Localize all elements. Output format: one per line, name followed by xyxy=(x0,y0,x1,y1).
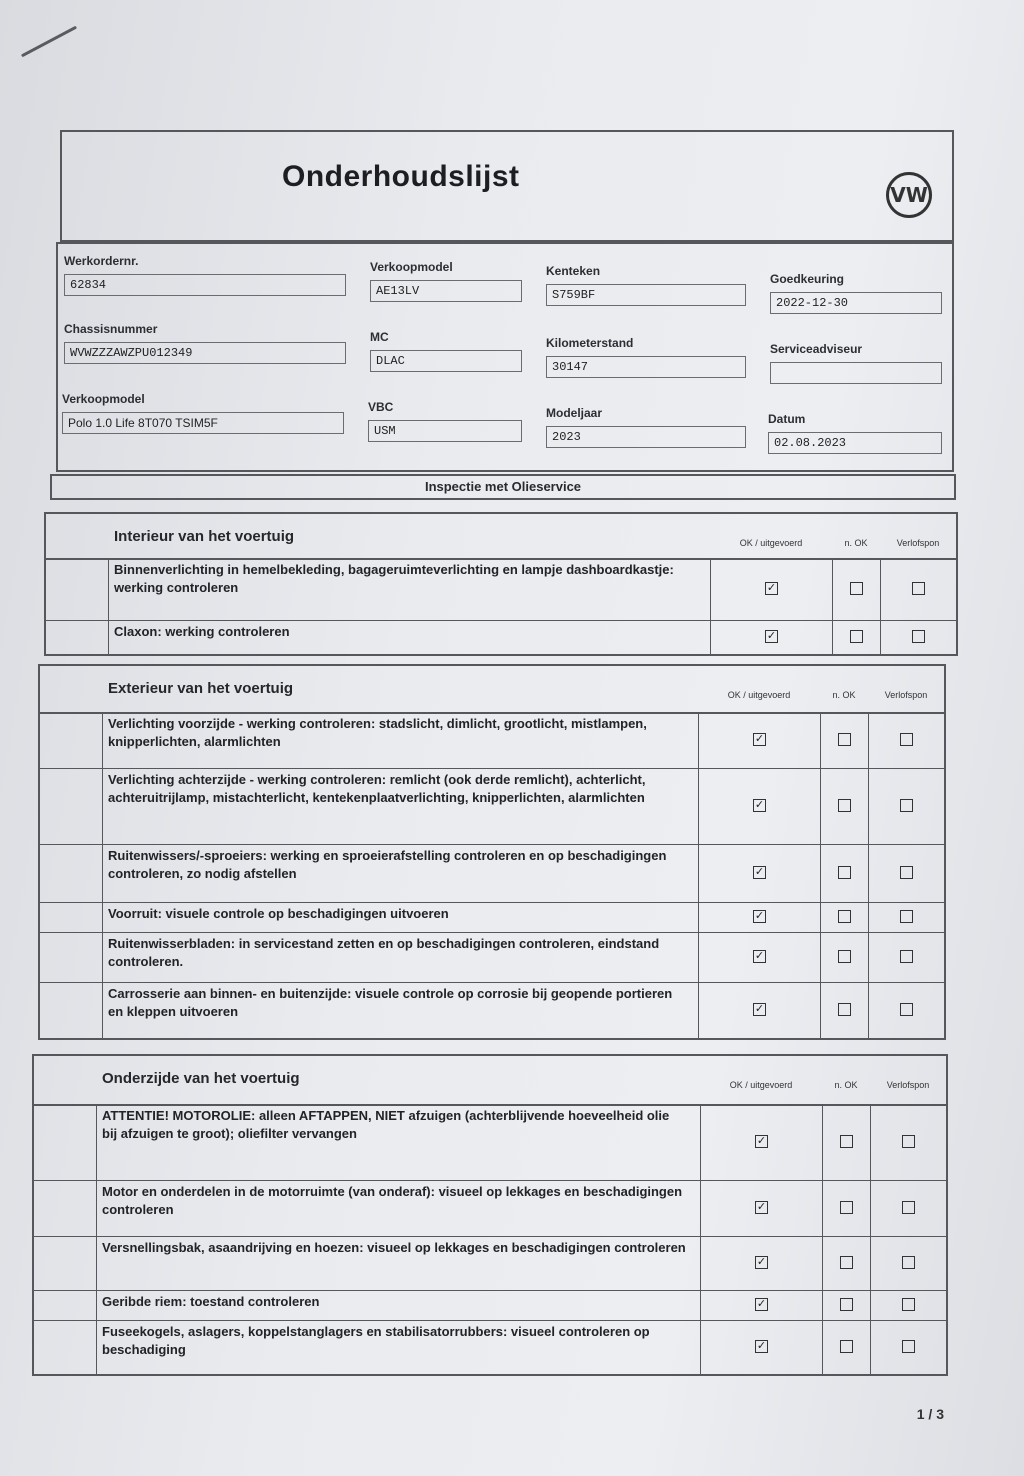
checklist-item-text: Verlichting achterzijde - werking controleren: remlicht (ook derde remlicht), achterlicht, achteruitrijlamp, mistachterlicht, kentekenplaatverlichting, knipperlichten, alarmlichten xyxy=(108,772,646,805)
field-mc xyxy=(370,330,522,372)
table-divider xyxy=(822,1320,823,1374)
checkbox-verlof[interactable] xyxy=(900,866,913,879)
checklist-row xyxy=(34,1180,946,1237)
field-goedkeuring xyxy=(770,272,942,314)
table-divider xyxy=(820,982,821,1038)
checkbox-nok[interactable] xyxy=(840,1298,853,1311)
checkbox-verlof[interactable] xyxy=(900,1003,913,1016)
checkbox-nok[interactable] xyxy=(838,910,851,923)
column-header-verlof: Verlofspon xyxy=(884,690,928,700)
checkbox-ok-checked[interactable]: ✓ xyxy=(754,865,765,878)
checklist-item-text: Carrosserie aan binnen- en buitenzijde: visuele controle op corrosie bij geopende portieren en kleppen uitvoeren xyxy=(108,986,673,1019)
column-header-ok: OK / uitgevoerd xyxy=(729,1080,793,1090)
table-divider xyxy=(710,558,711,620)
section-title: Interieur van het voertuig xyxy=(114,528,295,545)
value-vbc: USM xyxy=(368,420,522,442)
table-divider xyxy=(700,1104,701,1180)
checkbox-nok[interactable] xyxy=(838,733,851,746)
field-chassisnummer xyxy=(64,322,346,364)
table-divider xyxy=(820,768,821,844)
table-divider xyxy=(698,982,699,1038)
table-divider xyxy=(102,712,103,768)
table-divider xyxy=(700,1290,701,1320)
table-divider xyxy=(868,844,869,902)
checkbox-ok-checked[interactable]: ✓ xyxy=(756,1297,767,1310)
label-goedkeuring: Goedkeuring xyxy=(770,272,845,286)
checklist-row xyxy=(34,1104,946,1181)
table-divider xyxy=(96,1180,97,1236)
table-divider xyxy=(880,620,881,654)
table-divider xyxy=(108,558,109,620)
checkbox-verlof[interactable] xyxy=(912,582,925,595)
table-divider xyxy=(822,1180,823,1236)
checklist-row xyxy=(40,932,944,983)
label-kenteken: Kenteken xyxy=(546,264,601,278)
checkbox-nok[interactable] xyxy=(840,1135,853,1148)
column-header-nok: n. OK xyxy=(832,690,856,700)
checkbox-verlof[interactable] xyxy=(912,630,925,643)
value-modeljaar: 2023 xyxy=(546,426,746,448)
section-header xyxy=(40,666,944,714)
checkbox-nok[interactable] xyxy=(840,1340,853,1353)
value-chassisnummer: WVWZZZAWZPU012349 xyxy=(64,342,346,364)
table-divider xyxy=(822,1290,823,1320)
checkbox-nok[interactable] xyxy=(838,799,851,812)
field-serviceadviseur xyxy=(770,342,942,384)
field-kenteken xyxy=(546,264,746,306)
value-kilometerstand: 30147 xyxy=(546,356,746,378)
table-divider xyxy=(710,620,711,654)
checklist-item-text: Ruitenwissers/-sproeiers: werking en sproeierafstelling controleren en op beschadigingen controleren, zo nodig afstellen xyxy=(108,848,667,881)
checklist-item-text: Claxon: werking controleren xyxy=(114,624,290,639)
checkbox-ok-checked[interactable]: ✓ xyxy=(756,1200,767,1213)
field-verkoopmodel xyxy=(62,392,344,434)
vw-logo-icon: VW xyxy=(886,172,932,218)
checkbox-nok[interactable] xyxy=(840,1256,853,1269)
checkbox-verlof[interactable] xyxy=(902,1135,915,1148)
checkbox-ok-checked[interactable]: ✓ xyxy=(754,1002,765,1015)
table-divider xyxy=(868,932,869,982)
table-divider xyxy=(822,1104,823,1180)
checkbox-ok-checked[interactable]: ✓ xyxy=(754,798,765,811)
section-title: Exterieur van het voertuig xyxy=(108,680,294,697)
column-header-nok: n. OK xyxy=(834,1080,858,1090)
table-divider xyxy=(698,768,699,844)
table-divider xyxy=(96,1290,97,1320)
checklist-row xyxy=(46,620,956,654)
checklist-item-text: Fuseekogels, aslagers, koppelstanglagers en stabilisatorrubbers: visueel controleren op beschadiging xyxy=(102,1324,650,1357)
checkbox-nok[interactable] xyxy=(838,1003,851,1016)
checklist-item-text: Ruitenwisserbladen: in servicestand zetten en op beschadigingen controleren, eindstand controleren. xyxy=(108,936,660,969)
checklist-item-text: Verlichting voorzijde - werking controleren: stadslicht, dimlicht, grootlicht, mistlampen, knipperlichten, alarmlichten xyxy=(108,716,647,749)
checkbox-ok-checked[interactable]: ✓ xyxy=(756,1134,767,1147)
checkbox-nok[interactable] xyxy=(850,582,863,595)
table-divider xyxy=(700,1236,701,1290)
label-vbc: VBC xyxy=(368,400,394,414)
table-divider xyxy=(832,620,833,654)
vehicle-info-box xyxy=(56,242,954,472)
section-title: Onderzijde van het voertuig xyxy=(102,1070,300,1087)
field-vbc xyxy=(368,400,522,442)
table-divider xyxy=(870,1320,871,1374)
table-divider xyxy=(108,620,109,654)
checkbox-ok-checked[interactable]: ✓ xyxy=(756,1339,767,1352)
checkbox-ok-checked[interactable]: ✓ xyxy=(756,1255,767,1268)
label-verkoopmodel-code: Verkoopmodel xyxy=(370,260,453,274)
table-divider xyxy=(868,902,869,932)
table-divider xyxy=(698,712,699,768)
table-divider xyxy=(700,1320,701,1374)
table-divider xyxy=(102,902,103,932)
field-modeljaar xyxy=(546,406,746,448)
checkbox-nok[interactable] xyxy=(838,866,851,879)
label-serviceadviseur: Serviceadviseur xyxy=(770,342,863,356)
checklist-item-text: ATTENTIE! MOTOROLIE: alleen AFTAPPEN, NIET afzuigen (achterblijvende hoeveelheid olie bij afzuigen te groot); oliefilter vervangen xyxy=(102,1108,670,1141)
table-divider xyxy=(868,768,869,844)
page-title: Onderhoudslijst xyxy=(282,160,520,193)
page-number: 1 / 3 xyxy=(916,1406,944,1422)
value-kenteken: S759BF xyxy=(546,284,746,306)
checkbox-verlof[interactable] xyxy=(902,1340,915,1353)
table-divider xyxy=(880,558,881,620)
section-3 xyxy=(32,1054,948,1376)
table-divider xyxy=(102,932,103,982)
field-werkorder xyxy=(64,254,346,296)
checklist-row xyxy=(40,712,944,769)
value-verkoopmodel-code: AE13LV xyxy=(370,280,522,302)
checkbox-verlof[interactable] xyxy=(902,1201,915,1214)
table-divider xyxy=(96,1320,97,1374)
table-divider xyxy=(102,844,103,902)
checkbox-verlof[interactable] xyxy=(900,799,913,812)
checkbox-ok-checked[interactable]: ✓ xyxy=(754,732,765,745)
table-divider xyxy=(820,902,821,932)
checkbox-verlof[interactable] xyxy=(900,950,913,963)
pen-mark xyxy=(21,26,77,58)
checkbox-nok[interactable] xyxy=(840,1201,853,1214)
column-header-verlof: Verlofspon xyxy=(896,538,940,548)
table-divider xyxy=(698,902,699,932)
table-divider xyxy=(698,932,699,982)
section-header xyxy=(46,514,956,560)
label-kilometerstand: Kilometerstand xyxy=(546,336,634,350)
table-divider xyxy=(102,982,103,1038)
column-header-verlof: Verlofspon xyxy=(886,1080,930,1090)
checkbox-verlof[interactable] xyxy=(900,733,913,746)
checklist-item-text: Versnellingsbak, asaandrijving en hoezen: visueel op lekkages en beschadigingen controleren xyxy=(102,1240,686,1255)
field-datum xyxy=(768,412,942,454)
checkbox-verlof[interactable] xyxy=(902,1298,915,1311)
checklist-item-text: Geribde riem: toestand controleren xyxy=(102,1294,320,1309)
field-kilometerstand xyxy=(546,336,746,378)
table-divider xyxy=(822,1236,823,1290)
column-header-ok: OK / uitgevoerd xyxy=(727,690,791,700)
checklist-item-text: Binnenverlichting in hemelbekleding, bagageruimteverlichting en lampje dashboardkastje: werking controleren xyxy=(114,562,674,595)
checklist-item-text: Motor en onderdelen in de motorruimte (van onderaf): visueel op lekkages en beschadigingen controleren xyxy=(102,1184,683,1217)
checklist-row xyxy=(46,558,956,621)
section-header xyxy=(34,1056,946,1106)
label-modeljaar: Modeljaar xyxy=(546,406,603,420)
table-divider xyxy=(698,844,699,902)
table-divider xyxy=(870,1104,871,1180)
table-divider xyxy=(870,1236,871,1290)
table-divider xyxy=(820,844,821,902)
section-1 xyxy=(44,512,958,656)
value-mc: DLAC xyxy=(370,350,522,372)
checkbox-ok-checked[interactable]: ✓ xyxy=(754,949,765,962)
checklist-row xyxy=(40,902,944,933)
checkbox-verlof[interactable] xyxy=(900,910,913,923)
column-header-ok: OK / uitgevoerd xyxy=(739,538,803,548)
value-serviceadviseur xyxy=(770,362,942,384)
checklist-item-text: Voorruit: visuele controle op beschadigingen uitvoeren xyxy=(108,906,449,921)
table-divider xyxy=(102,768,103,844)
header-box xyxy=(60,130,954,242)
checklist-row xyxy=(40,844,944,903)
table-divider xyxy=(870,1180,871,1236)
table-divider xyxy=(96,1104,97,1180)
label-mc: MC xyxy=(370,330,389,344)
checklist-row xyxy=(34,1236,946,1291)
table-divider xyxy=(700,1180,701,1236)
table-divider xyxy=(820,932,821,982)
table-divider xyxy=(820,712,821,768)
table-divider xyxy=(870,1290,871,1320)
checkbox-ok-checked[interactable]: ✓ xyxy=(754,909,765,922)
column-header-nok: n. OK xyxy=(844,538,868,548)
checkbox-ok-checked[interactable]: ✓ xyxy=(766,629,777,642)
label-datum: Datum xyxy=(768,412,806,426)
label-werkorder: Werkordernr. xyxy=(64,254,139,268)
value-werkorder: 62834 xyxy=(64,274,346,296)
checkbox-nok[interactable] xyxy=(850,630,863,643)
field-verkoopmodel-code xyxy=(370,260,522,302)
label-chassisnummer: Chassisnummer xyxy=(64,322,158,336)
checkbox-verlof[interactable] xyxy=(902,1256,915,1269)
inspection-type-bar: Inspectie met Olieservice xyxy=(50,474,956,500)
checkbox-ok-checked[interactable]: ✓ xyxy=(766,581,777,594)
table-divider xyxy=(868,712,869,768)
table-divider xyxy=(832,558,833,620)
checkbox-nok[interactable] xyxy=(838,950,851,963)
table-divider xyxy=(96,1236,97,1290)
value-goedkeuring: 2022-12-30 xyxy=(770,292,942,314)
value-datum: 02.08.2023 xyxy=(768,432,942,454)
checklist-row xyxy=(34,1290,946,1321)
table-divider xyxy=(868,982,869,1038)
checklist-row xyxy=(34,1320,946,1374)
checklist-row xyxy=(40,982,944,1038)
checklist-row xyxy=(40,768,944,845)
value-verkoopmodel: Polo 1.0 Life 8T070 TSIM5F xyxy=(62,412,344,434)
section-2 xyxy=(38,664,946,1040)
label-verkoopmodel: Verkoopmodel xyxy=(62,392,145,406)
